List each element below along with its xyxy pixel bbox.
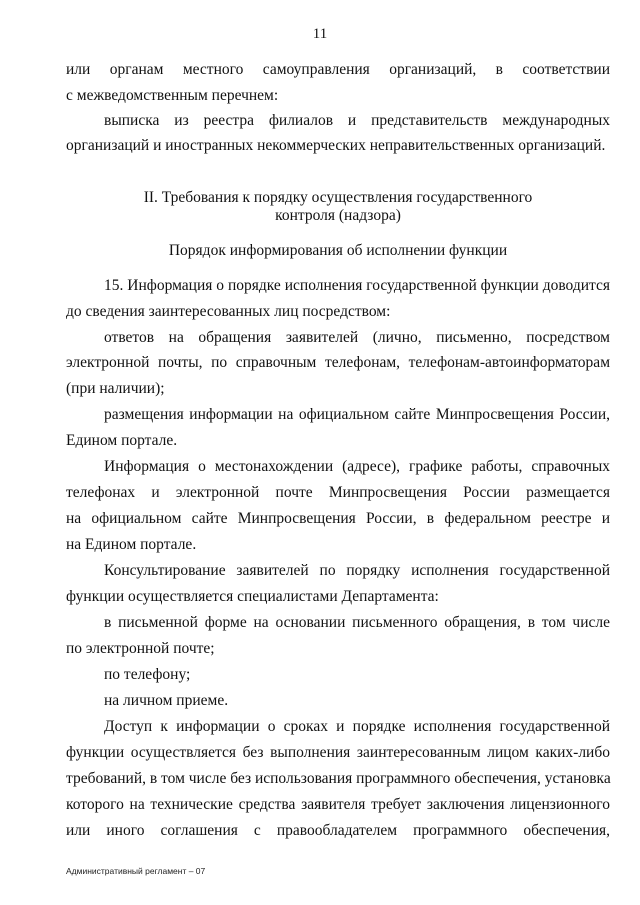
text-line: до сведения заинтересованных лиц посредством: — [66, 303, 391, 320]
text-line: размещения информации на официальном сайте Минпросвещения России, — [104, 406, 610, 423]
text-line: на официальном сайте Минпросвещения России, в федеральном реестре и — [66, 510, 610, 527]
text-line: Едином портале. — [66, 432, 178, 449]
text-line: которого на технические средства заявителя требует заключения лицензионного — [66, 796, 610, 813]
text-line: ответов на обращения заявителей (лично, письменно, посредством — [104, 329, 610, 346]
text-line: функции осуществляется без выполнения заинтересованным лицом каких-либо — [66, 744, 610, 761]
text-line: по телефону; — [104, 666, 191, 683]
subsection-heading: Порядок информирования об исполнении функции — [168, 242, 508, 259]
text-line: Информация о местонахождении (адресе), графике работы, справочных — [104, 458, 610, 475]
text-line: в письменной форме на основании письменного обращения, в том числе — [104, 614, 610, 631]
text-line: (при наличии); — [66, 380, 165, 397]
text-line: Доступ к информации о сроках и порядке исполнения государственной — [104, 718, 610, 735]
text-line: организаций и иностранных некоммерческих неправительственных организаций. — [66, 137, 606, 154]
section-heading: II. Требования к порядку осуществления государственного — [143, 189, 533, 206]
text-line: с межведомственным перечнем: — [66, 87, 279, 104]
text-line: выписка из реестра филиалов и представительств международных — [104, 112, 610, 129]
text-line: или иного соглашения с правообладателем программного обеспечения, — [66, 822, 610, 839]
text-line: функции осуществляется специалистами Департамента: — [66, 588, 439, 605]
text-line: 15. Информация о порядке исполнения государственной функции доводится — [104, 277, 610, 294]
footer-note: Административный регламент – 07 — [66, 866, 206, 876]
text-line: на Едином портале. — [66, 536, 197, 553]
text-line: Консультирование заявителей по порядку исполнения государственной — [104, 562, 610, 579]
text-line: требований, в том числе без использования программного обеспечения, установка — [66, 770, 611, 787]
text-line: на личном приеме. — [104, 692, 229, 709]
text-line: или органам местного самоуправления организаций, в соответствии — [66, 61, 610, 78]
text-line: телефонах и электронной почте Минпросвещения России размещается — [66, 484, 610, 501]
page-number: 11 — [312, 26, 328, 42]
text-line: электронной почты, по справочным телефонам, телефонам-автоинформаторам — [66, 354, 610, 371]
text-line: по электронной почте; — [66, 640, 215, 657]
section-heading: контроля (надзора) — [275, 207, 401, 224]
